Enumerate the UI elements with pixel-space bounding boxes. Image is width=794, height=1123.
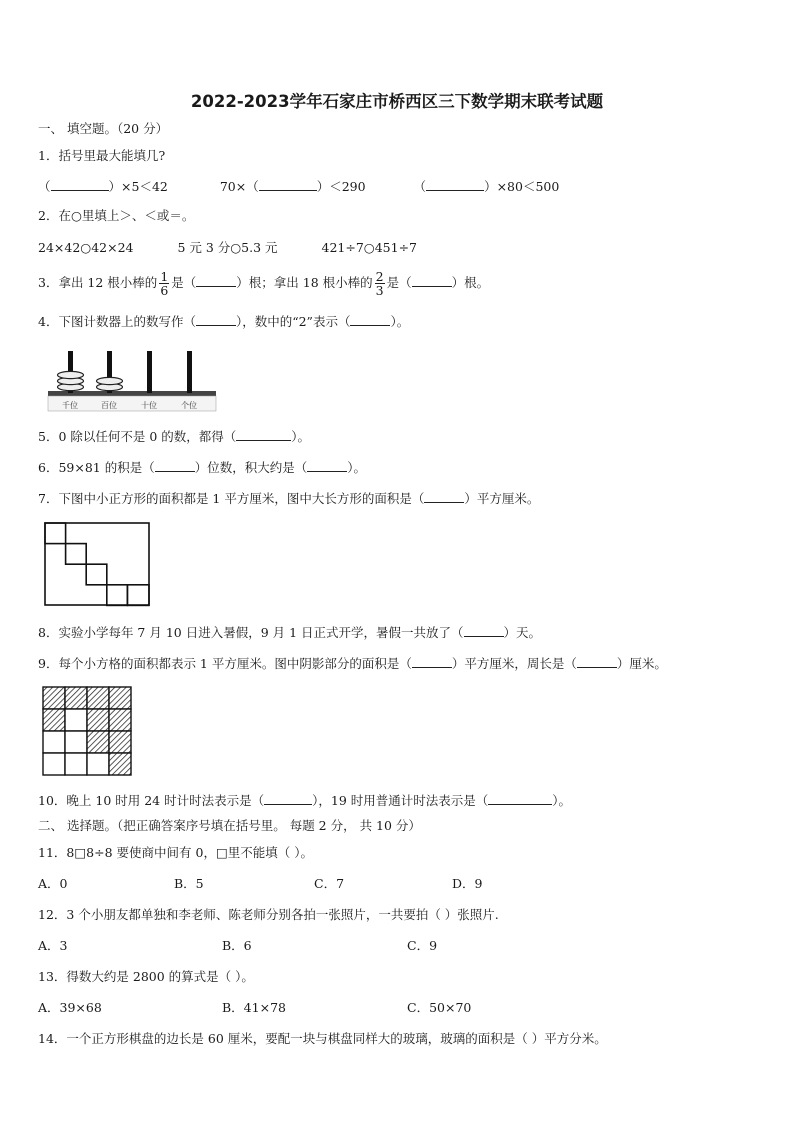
q9-blank-2[interactable]	[577, 655, 617, 668]
abacus-label-thousands: 千位	[62, 401, 78, 410]
grid-cell	[87, 753, 109, 775]
grid-cell	[65, 731, 87, 753]
q2-item-a: 24×42○42×24	[38, 240, 134, 255]
q7-text-2: ）平方厘米。	[464, 491, 540, 506]
small-square	[45, 523, 66, 544]
q8-text-2: ）天。	[503, 625, 542, 640]
question-6	[38, 459, 366, 476]
q1-item-a: ）×5＜42	[108, 179, 168, 194]
page-title: 2022-2023学年石家庄市桥西区三下数学期末联考试题	[190, 92, 604, 111]
q7-text-1: 7．下图中小正方形的面积都是 1 平方厘米，图中大长方形的面积是（	[38, 491, 425, 506]
q1-item-b2: ）＜290	[316, 179, 366, 194]
q5-blank[interactable]	[236, 428, 291, 441]
question-9	[38, 655, 667, 672]
question-5	[38, 428, 310, 445]
q3-text-4: 是（	[386, 275, 412, 290]
q8-text-1: 8．实验小学每年 7 月 10 日进入暑假，9 月 1 日正式开学，暑假一共放了（	[38, 625, 464, 640]
q2-item-c: 421÷7○451÷7	[321, 240, 417, 255]
q1-item-b1: 70×（	[219, 179, 259, 194]
q11-option-a[interactable]: A．0	[38, 876, 68, 891]
question-8	[38, 624, 541, 641]
section-1-header: 一、 填空题。（20 分）	[38, 121, 169, 136]
q3-fraction1-numerator: 1	[160, 269, 169, 284]
abacus-bead	[58, 371, 84, 378]
q12-option-c[interactable]: C．9	[407, 938, 438, 953]
question-13: 13．得数大约是 2800 的算式是（ ）。	[38, 969, 254, 984]
question-11: 11．8□8÷8 要使商中间有 0，□里不能填（ ）。	[38, 845, 313, 860]
q5-text-1: 5．0 除以任何不是 0 的数，都得（	[38, 429, 237, 444]
q13-option-b[interactable]: B．41×78	[222, 1000, 286, 1015]
question-12: 12．3 个小朋友都单独和李老师、陈老师分别各拍一张照片，一共要拍（ ）张照片.	[38, 907, 499, 922]
q9-text-3: ）厘米。	[616, 656, 667, 671]
q9-text-2: ）平方厘米，周长是（	[451, 656, 577, 671]
q4-text-3: ）。	[390, 314, 410, 329]
q1-open-c: （	[413, 179, 427, 194]
q2-item-b: 5 元 3 分○5.3 元	[177, 240, 278, 255]
small-square	[66, 544, 87, 565]
q1-item-c: ）×80＜500	[484, 179, 560, 194]
abacus-bead	[97, 377, 123, 384]
shaded-cell	[87, 709, 109, 731]
question-4	[38, 313, 409, 330]
q3-fraction2-denominator: 3	[375, 283, 384, 298]
q3-blank-2[interactable]	[412, 274, 452, 287]
q11-option-d[interactable]: D．9	[452, 876, 483, 891]
q10-text-1: 10．晚上 10 时用 24 时计时法表示是（	[38, 793, 265, 808]
q6-text-3: ）。	[347, 460, 366, 475]
q10-blank-2[interactable]	[488, 792, 552, 805]
shaded-cell	[87, 731, 109, 753]
abacus-label-tens: 十位	[141, 401, 157, 410]
q5-text-2: ）。	[291, 429, 311, 444]
grid-cell	[43, 753, 65, 775]
q13-option-a[interactable]: A．39×68	[38, 1000, 102, 1015]
q12-option-b[interactable]: B．6	[222, 938, 252, 953]
q3-text-5: ）根。	[451, 275, 490, 290]
q1-open-a: （	[38, 179, 51, 194]
shaded-grid-figure	[42, 686, 134, 778]
shaded-cell	[43, 709, 65, 731]
q3-blank-1[interactable]	[196, 274, 236, 287]
grid-cell	[65, 709, 87, 731]
q4-blank-1[interactable]	[196, 313, 236, 326]
shaded-cell	[43, 687, 65, 709]
abacus-figure	[44, 345, 219, 415]
shaded-cell	[109, 731, 131, 753]
q4-blank-2[interactable]	[350, 313, 390, 326]
q10-blank-1[interactable]	[264, 792, 312, 805]
q13-option-c[interactable]: C．50×70	[407, 1000, 472, 1015]
shaded-cell	[109, 687, 131, 709]
small-square	[107, 585, 128, 606]
abacus-label-hundreds: 百位	[101, 401, 117, 410]
small-square	[86, 564, 107, 585]
q3-fraction1-denominator: 6	[160, 283, 169, 298]
q3-text-2: 是（	[171, 275, 197, 290]
shaded-cell	[109, 709, 131, 731]
staircase-rectangle-figure	[44, 522, 152, 608]
shaded-cell	[109, 753, 131, 775]
small-square	[127, 585, 149, 606]
question-1-items	[38, 178, 559, 195]
q10-text-3: ）。	[552, 793, 572, 808]
q6-blank-2[interactable]	[307, 459, 347, 472]
q8-blank[interactable]	[464, 624, 504, 637]
q11-option-c[interactable]: C．7	[314, 876, 345, 891]
question-2-items	[38, 240, 417, 256]
q12-option-a[interactable]: A．3	[38, 938, 68, 953]
question-14: 14．一个正方形棋盘的边长是 60 厘米，要配一块与棋盘同样大的玻璃，玻璃的面积是（ ）平方分米。	[38, 1031, 607, 1046]
q4-text-2: ），数中的“2”表示（	[235, 314, 351, 329]
fraction-two-thirds	[375, 270, 385, 297]
q9-text-1: 9．每个小方格的面积都表示 1 平方厘米。图中阴影部分的面积是（	[38, 656, 412, 671]
shaded-cell	[87, 687, 109, 709]
grid-cell	[65, 753, 87, 775]
q6-text-2: ）位数，积大约是（	[194, 460, 308, 475]
q6-text-1: 6．59×81 的积是（	[38, 460, 155, 475]
q11-option-b[interactable]: B．5	[174, 876, 204, 891]
fraction-one-sixth	[159, 270, 169, 297]
shaded-cell	[65, 687, 87, 709]
q9-blank-1[interactable]	[412, 655, 452, 668]
abacus-rod-ones	[187, 351, 192, 393]
abacus-rod-tens	[147, 351, 152, 393]
section-2-header: 二、 选择题。（把正确答案序号填在括号里。 每题 2 分， 共 10 分）	[38, 818, 421, 833]
grid-cell	[43, 731, 65, 753]
question-1: 1．括号里最大能填几?	[38, 148, 166, 163]
question-2: 2．在○里填上＞、＜或＝。	[38, 208, 195, 223]
q1-blank-a[interactable]	[51, 178, 109, 191]
q7-blank[interactable]	[424, 490, 464, 503]
question-7	[38, 490, 539, 507]
q6-blank-1[interactable]	[155, 459, 195, 472]
q10-text-2: ），19 时用普通计时法表示是（	[312, 793, 489, 808]
question-3	[38, 270, 489, 297]
q4-text-1: 4．下图计数器上的数写作（	[38, 314, 196, 329]
question-10	[38, 792, 571, 809]
q3-fraction2-numerator: 2	[375, 269, 384, 284]
q3-text-1: 3．拿出 12 根小棒的	[38, 275, 158, 290]
q3-text-3: ）根；拿出 18 根小棒的	[236, 275, 373, 290]
q1-blank-b[interactable]	[259, 178, 317, 191]
abacus-label-ones: 个位	[181, 401, 197, 410]
q1-blank-c[interactable]	[426, 178, 484, 191]
